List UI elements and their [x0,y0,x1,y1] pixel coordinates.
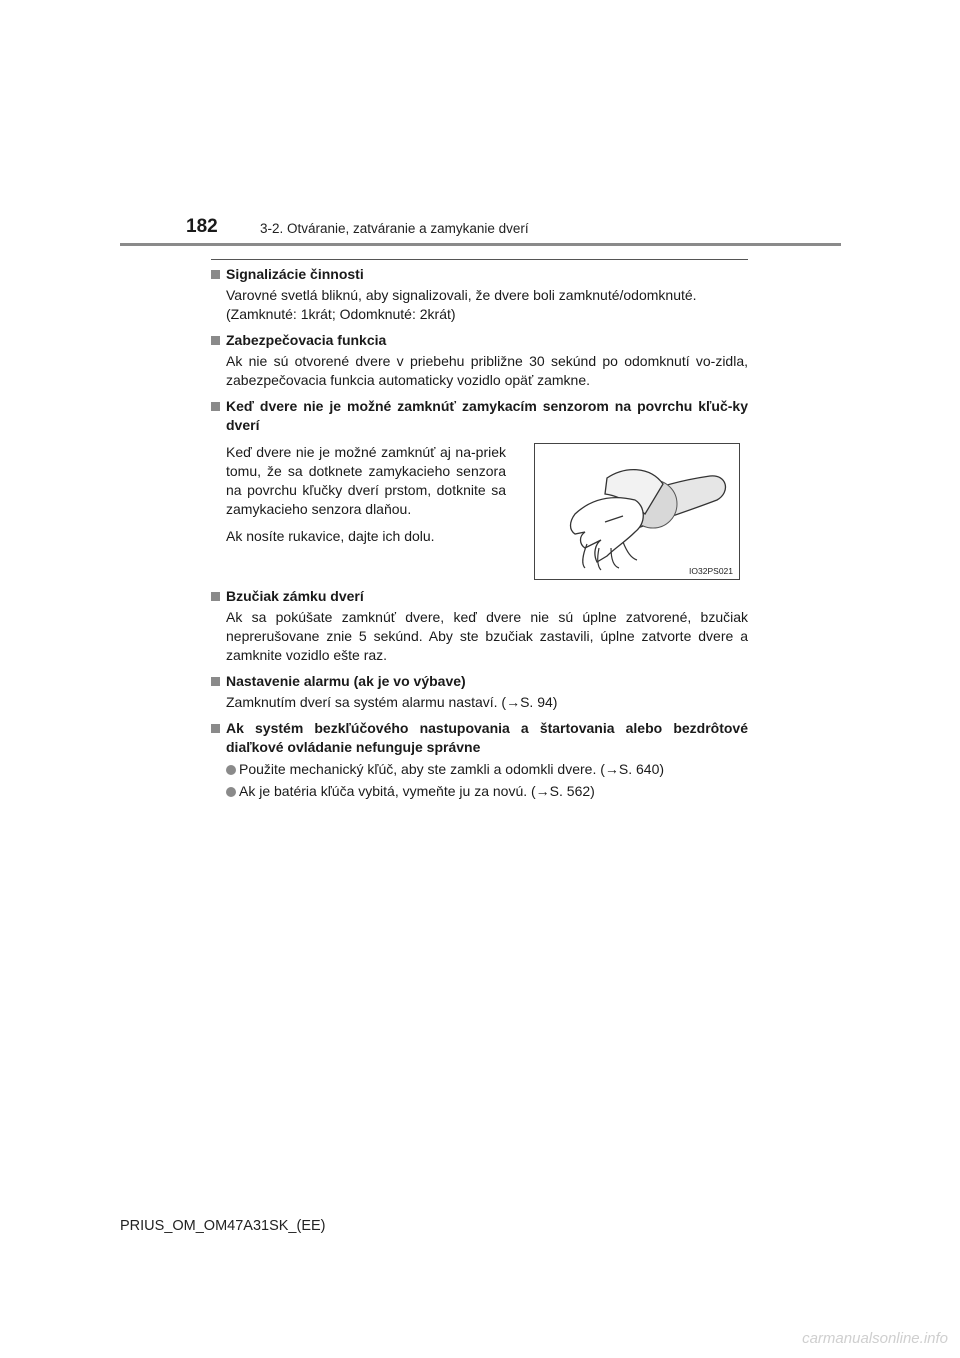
figure-text: Keď dvere nie je možné zamknúť aj na-priek tomu, že sa dotknete zamykacieho senzora na povrchu kľučky dverí prstom, dotknite sa zamykacieho senzora dlaňou. Ak nosíte rukavice, dajte ich dolu. [226,444,506,544]
section-heading: Keď dvere nie je možné zamknúť zamykacím senzorom na povrchu kľuč-ky dverí [211,397,748,435]
square-bullet-icon [211,336,220,345]
watermark: carmanualsonline.info [802,1330,948,1347]
hand-illustration-icon [535,444,739,579]
section-body: Zamknutím dverí sa systém alarmu nastaví. (→S. 94) [226,694,558,710]
section-heading: Bzučiak zámku dverí [211,587,748,606]
square-bullet-icon [211,677,220,686]
section-security-function [211,331,748,390]
section-heading: Ak systém bezkľúčového nastupovania a štartovania alebo bezdrôtové diaľkové ovládanie nefunguje správne [211,719,748,757]
section-keyless-malfunction [211,719,748,801]
header-rule [120,243,841,246]
square-bullet-icon [211,270,220,279]
section-body: Ak sa pokúšate zamknúť dvere, keď dvere nie sú úplne zatvorené, bzučiak neprerušovane znie 5 sekúnd. Aby ste bzučiak zastavili, úplne zatvorte dvere a zamknite vozidlo ešte raz. [226,609,748,663]
section-lock-sensor [211,397,748,580]
section-alarm-setting [211,672,748,712]
square-bullet-icon [211,592,220,601]
section-body: Ak nie sú otvorené dvere v priebehu približne 30 sekúnd po odomknutí vo-zidla, zabezpečovacia funkcia automaticky vozidlo opäť zamkne. [226,353,748,388]
content [211,265,748,808]
list-item: Ak je batéria kľúča vybitá, vymeňte ju za novú. (→S. 562) [211,782,748,801]
round-bullet-icon [226,765,236,775]
section-signalization [211,265,748,324]
document-code: PRIUS_OM_OM47A31SK_(EE) [120,1218,326,1234]
section-heading: Zabezpečovacia funkcia [211,331,748,350]
round-bullet-icon [226,787,236,797]
section-heading: Signalizácie činnosti [211,265,748,284]
page-number: 182 [186,216,218,237]
section-heading: Nastavenie alarmu (ak je vo výbave) [211,672,748,691]
hand-on-door-handle-illustration [534,443,740,580]
list-item: Použite mechanický kľúč, aby ste zamkli a odomkli dvere. (→S. 640) [211,760,748,779]
section-title: 3-2. Otváranie, zatváranie a zamykanie dverí [260,221,529,236]
square-bullet-icon [211,402,220,411]
figure-code: IO32PS021 [689,566,733,576]
figure-row [211,443,748,580]
square-bullet-icon [211,724,220,733]
section-door-lock-buzzer [211,587,748,665]
content-top-rule [211,259,748,260]
section-body: Varovné svetlá bliknú, aby signalizovali, že dvere boli zamknuté/odomknuté. (Zamknuté: 1krát; Odomknuté: 2krát) [226,287,697,322]
